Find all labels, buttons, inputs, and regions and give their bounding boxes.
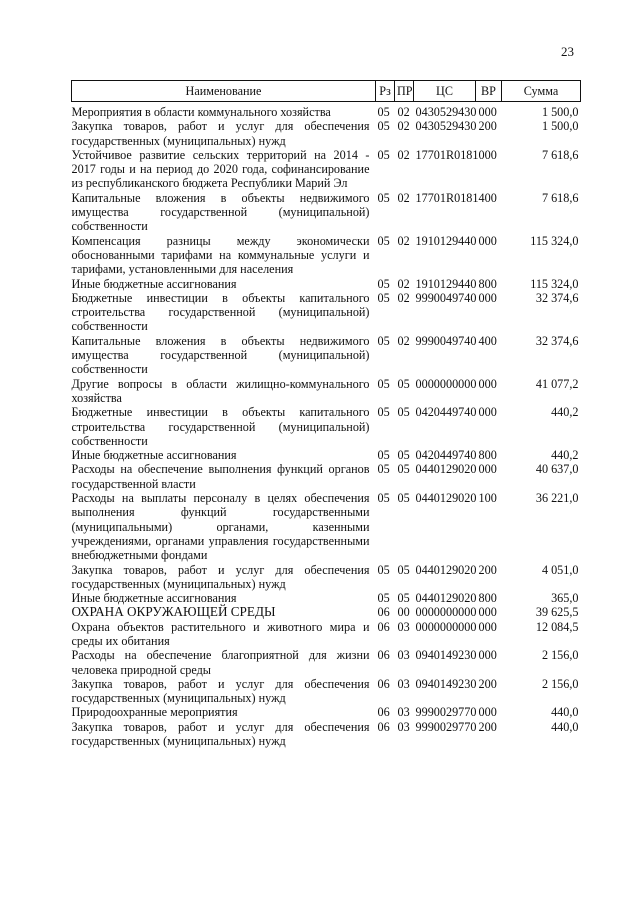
cell-sum: 2 156,0 <box>541 676 579 691</box>
table-row <box>72 448 581 462</box>
cell-name: ОХРАНА ОКРУЖАЮЩЕЙ СРЕДЫ <box>71 604 276 620</box>
cell-pr: 02 <box>397 147 410 162</box>
cell-rz: 05 <box>377 147 390 162</box>
cell-pr: 03 <box>397 676 410 691</box>
cell-rz: 05 <box>377 105 390 119</box>
table-row <box>72 720 581 749</box>
cell-name: Иные бюджетные ассигнования <box>71 591 237 606</box>
cell-sum: 440,2 <box>551 405 579 420</box>
cell-vr: 000 <box>478 405 497 420</box>
cell-name: Капитальные вложения в объекты недвижимого имущества государственной (муниципальной) собственности <box>71 333 370 377</box>
table-row <box>72 102 581 120</box>
cell-rz: 05 <box>377 276 390 291</box>
cell-cs: 0420449740 <box>415 448 477 463</box>
table-row <box>72 234 581 277</box>
cell-sum: 440,0 <box>551 705 579 720</box>
cell-cs: 0440129020 <box>415 491 477 506</box>
table-row <box>72 620 581 649</box>
cell-pr: 03 <box>397 705 410 720</box>
cell-rz: 06 <box>377 619 390 634</box>
cell-rz: 06 <box>377 605 390 620</box>
cell-rz: 05 <box>377 591 390 606</box>
cell-pr: 02 <box>397 233 410 248</box>
cell-pr: 05 <box>397 562 410 577</box>
cell-cs: 0430529430 <box>415 105 477 119</box>
cell-vr: 000 <box>478 105 497 119</box>
header-vr: ВР <box>476 81 502 102</box>
cell-vr: 000 <box>478 233 497 248</box>
cell-pr: 05 <box>397 462 410 477</box>
cell-name: Расходы на обеспечение благоприятной для жизни человека природной среды <box>71 648 370 677</box>
cell-name: Капитальные вложения в объекты недвижимого имущества государственной (муниципальной) собственности <box>71 190 370 234</box>
cell-sum: 39 625,5 <box>535 605 579 620</box>
cell-sum: 440,2 <box>551 448 579 463</box>
cell-cs: 17701R0181 <box>415 147 479 162</box>
cell-sum: 41 077,2 <box>535 376 579 391</box>
cell-cs: 1910129440 <box>415 233 477 248</box>
cell-pr: 02 <box>397 105 410 119</box>
cell-cs: 9990029770 <box>415 705 477 720</box>
cell-name: Расходы на обеспечение выполнения функций органов государственной власти <box>71 462 370 491</box>
table-row <box>72 491 581 562</box>
header-sum: Сумма <box>502 81 581 102</box>
cell-vr: 000 <box>478 705 497 720</box>
table-row <box>72 405 581 448</box>
cell-cs: 0420449740 <box>415 405 477 420</box>
cell-name: Иные бюджетные ассигнования <box>71 448 237 463</box>
table-row <box>72 119 581 148</box>
cell-pr: 02 <box>397 119 410 134</box>
cell-sum: 7 618,6 <box>541 190 579 205</box>
cell-rz: 06 <box>377 705 390 720</box>
table-row <box>72 648 581 677</box>
cell-sum: 7 618,6 <box>541 147 579 162</box>
cell-sum: 1 500,0 <box>541 105 579 119</box>
cell-rz: 06 <box>377 719 390 734</box>
cell-name: Расходы на выплаты персоналу в целях обеспечения выполнения функций государственными (муниципальными) органами, казенными учреждениями, органами управления государственными внебюджетными фондами <box>71 491 370 563</box>
cell-name: Мероприятия в области коммунального хозяйства <box>71 105 331 119</box>
cell-sum: 440,0 <box>551 719 579 734</box>
cell-name: Закупка товаров, работ и услуг для обеспечения государственных (муниципальных) нужд <box>71 676 370 706</box>
cell-vr: 800 <box>478 276 497 291</box>
cell-sum: 32 374,6 <box>535 290 579 305</box>
cell-rz: 05 <box>377 290 390 305</box>
table-row <box>72 291 581 334</box>
cell-cs: 9990049740 <box>415 290 477 305</box>
cell-vr: 400 <box>478 333 497 348</box>
cell-sum: 2 156,0 <box>541 648 579 663</box>
cell-sum: 4 051,0 <box>541 562 579 577</box>
cell-vr: 000 <box>478 147 497 162</box>
cell-rz: 06 <box>377 648 390 663</box>
cell-vr: 000 <box>478 648 497 663</box>
cell-cs: 0940149230 <box>415 676 477 691</box>
cell-cs: 0000000000 <box>415 619 477 634</box>
cell-pr: 02 <box>397 290 410 305</box>
cell-name: Закупка товаров, работ и услуг для обеспечения государственных (муниципальных) нужд <box>71 119 370 148</box>
cell-vr: 000 <box>478 619 497 634</box>
cell-pr: 05 <box>397 405 410 420</box>
cell-name: Иные бюджетные ассигнования <box>71 276 237 291</box>
cell-name: Природоохранные мероприятия <box>71 705 238 720</box>
table-row <box>72 334 581 377</box>
table-header-row <box>72 81 581 102</box>
table-row <box>72 591 581 605</box>
header-rz: Рз <box>376 81 395 102</box>
cell-sum: 115 324,0 <box>530 233 579 248</box>
budget-table <box>71 80 581 748</box>
cell-sum: 365,0 <box>551 591 579 606</box>
cell-pr: 03 <box>397 619 410 634</box>
cell-pr: 05 <box>397 448 410 463</box>
cell-vr: 000 <box>478 290 497 305</box>
cell-vr: 800 <box>478 591 497 606</box>
cell-cs: 17701R0181 <box>415 190 479 205</box>
cell-pr: 02 <box>397 276 410 291</box>
table-row <box>72 677 581 706</box>
cell-cs: 0430529430 <box>415 119 477 134</box>
cell-pr: 05 <box>397 591 410 606</box>
cell-rz: 05 <box>377 491 390 506</box>
table-row <box>72 563 581 592</box>
table-row <box>72 462 581 491</box>
cell-rz: 05 <box>377 462 390 477</box>
cell-vr: 200 <box>478 562 497 577</box>
cell-rz: 05 <box>377 119 390 134</box>
cell-cs: 0000000000 <box>415 376 477 391</box>
cell-cs: 9990049740 <box>415 333 477 348</box>
header-name: Наименование <box>72 81 376 102</box>
table-row <box>72 277 581 291</box>
cell-cs: 0440129020 <box>415 562 477 577</box>
cell-pr: 00 <box>397 605 410 620</box>
cell-sum: 40 637,0 <box>535 462 579 477</box>
cell-sum: 36 221,0 <box>535 491 579 506</box>
cell-name: Компенсация разницы между экономически обоснованными тарифами на коммунальные услуги и тарифами, установленными для населения <box>71 233 370 277</box>
table-row <box>72 605 581 619</box>
cell-name: Бюджетные инвестиции в объекты капитального строительства государственной (муниципальной) собственности <box>71 405 370 448</box>
cell-cs: 9990029770 <box>415 719 477 734</box>
cell-rz: 05 <box>377 233 390 248</box>
table-row <box>72 148 581 191</box>
cell-name: Закупка товаров, работ и услуг для обеспечения государственных (муниципальных) нужд <box>71 562 370 591</box>
cell-vr: 000 <box>478 462 497 477</box>
cell-rz: 05 <box>377 190 390 205</box>
cell-pr: 02 <box>397 190 410 205</box>
cell-cs: 1910129440 <box>415 276 477 291</box>
table-row <box>72 191 581 234</box>
table-row <box>72 705 581 719</box>
cell-pr: 02 <box>397 333 410 348</box>
cell-name: Закупка товаров, работ и услуг для обеспечения государственных (муниципальных) нужд <box>71 719 370 749</box>
cell-name: Бюджетные инвестиции в объекты капитального строительства государственной (муниципальной) собственности <box>71 290 370 334</box>
cell-pr: 05 <box>397 376 410 391</box>
cell-sum: 32 374,6 <box>535 333 579 348</box>
cell-cs: 0000000000 <box>415 605 477 620</box>
cell-cs: 0440129020 <box>415 462 477 477</box>
cell-vr: 200 <box>478 719 497 734</box>
cell-rz: 05 <box>377 405 390 420</box>
cell-name: Устойчивое развитие сельских территорий на 2014 - 2017 годы и на период до 2020 года, софинансирование из республиканского бюджета Республики Марий Эл <box>71 147 370 191</box>
cell-rz: 05 <box>377 562 390 577</box>
cell-sum: 1 500,0 <box>541 119 579 134</box>
cell-vr: 100 <box>478 491 497 506</box>
cell-cs: 0940149230 <box>415 648 477 663</box>
cell-name: Охрана объектов растительного и животного мира и среды их обитания <box>71 619 370 648</box>
header-pr: ПР <box>395 81 414 102</box>
cell-pr: 05 <box>397 491 410 506</box>
cell-vr: 800 <box>478 448 497 463</box>
page-number: 23 <box>561 44 574 59</box>
table-row <box>72 377 581 406</box>
cell-sum: 115 324,0 <box>530 276 579 291</box>
cell-rz: 05 <box>377 448 390 463</box>
header-cs: ЦС <box>414 81 476 102</box>
cell-vr: 000 <box>478 376 497 391</box>
cell-rz: 06 <box>377 676 390 691</box>
cell-rz: 05 <box>377 333 390 348</box>
cell-pr: 03 <box>397 719 410 734</box>
cell-vr: 200 <box>478 676 497 691</box>
cell-vr: 000 <box>478 605 497 620</box>
cell-vr: 200 <box>478 119 497 134</box>
cell-pr: 03 <box>397 648 410 663</box>
cell-rz: 05 <box>377 376 390 391</box>
cell-cs: 0440129020 <box>415 591 477 606</box>
cell-name: Другие вопросы в области жилищно-коммунального хозяйства <box>71 376 370 405</box>
cell-sum: 12 084,5 <box>535 619 579 634</box>
cell-vr: 400 <box>478 190 497 205</box>
